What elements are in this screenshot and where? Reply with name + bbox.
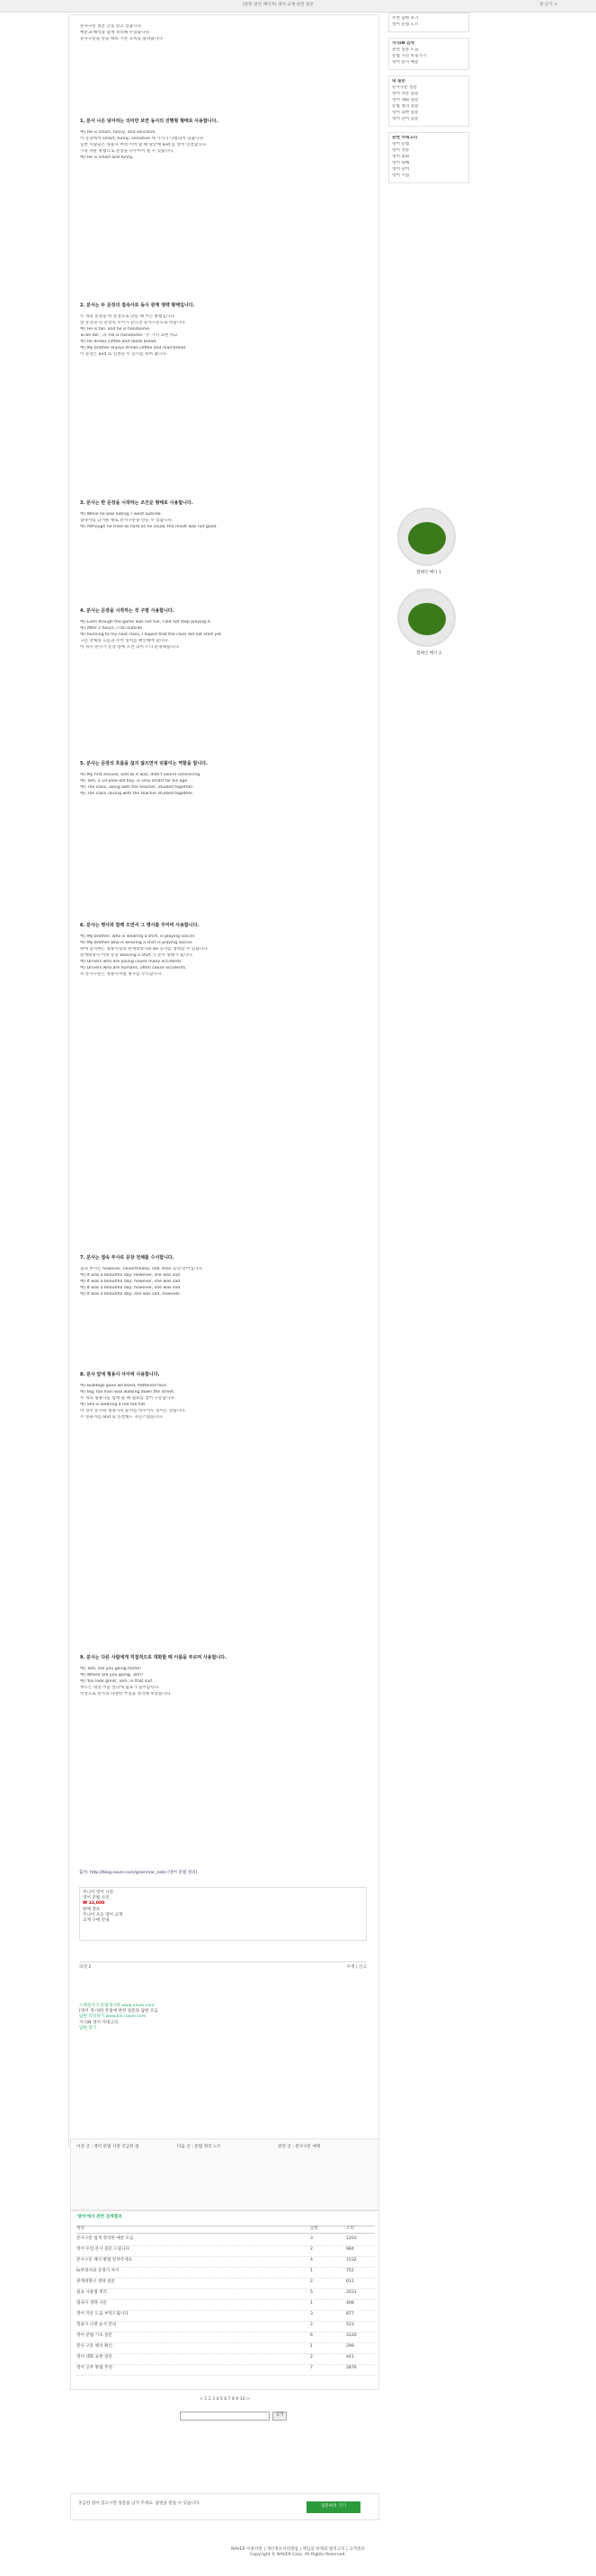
top-bar (0, 0, 596, 13)
row-title[interactable]: 쉼표 사용법 정리 (76, 2290, 107, 2295)
sidebar-box-title: 지식iN 검색 (392, 41, 414, 46)
row-views: 611 (346, 2279, 354, 2284)
banner-caption: 캠페인 배너 2 (415, 651, 442, 656)
ask-line-2: [영어 게시판] 문법에 관한 질문과 답변 모음 (79, 2009, 158, 2014)
campaign-badge-icon (397, 508, 456, 566)
row-title[interactable]: 분사 구문 해석 확인 (76, 2344, 112, 2349)
question-5-body (80, 773, 368, 798)
table-row[interactable] (76, 2344, 375, 2354)
row-views: 1203 (346, 2236, 357, 2241)
question-1-body (80, 130, 368, 162)
text-line: 즉 분사구문은 형용사처럼 명사를 수식합니다. (80, 972, 163, 977)
ad-item[interactable]: 관련 글 : 분사구문 예제 (278, 2145, 321, 2149)
ad-item[interactable]: 이전 글 : 영어 문법 사전 궁금한 점 (76, 2145, 139, 2149)
text-line: 예) Where are you going, Tom? (80, 1673, 144, 1677)
text-line: 두 형용사를 and 로 연결해도 자연스럽습니다. (80, 1415, 164, 1420)
campaign-badge-icon (397, 589, 456, 647)
text-line: 예) It was a beautiful day. However, she was sad. (80, 1273, 182, 1278)
sidebar-item[interactable]: 영어 시험 (392, 173, 410, 178)
text-line: 예) Drivers who are humans, often cause accidents. (80, 966, 187, 970)
sidebar-item[interactable]: 영어 표현 질문 (392, 111, 419, 115)
text-line: 예) While he was eating, I went outside. (80, 512, 163, 517)
question-4-heading: 4. 분사는 문장을 시작하는 것 구별 사용합니다. (80, 608, 174, 614)
table-row[interactable] (76, 2366, 375, 2376)
intro (80, 24, 368, 43)
text-line: 예) Tom, are you going home? (80, 1667, 142, 1671)
campaign-banner[interactable] (388, 508, 469, 669)
row-title[interactable]: 영어 수업 분사 질문 드립니다 (76, 2247, 130, 2252)
table-row[interactable] (76, 2247, 375, 2257)
row-answers: 2 (310, 2355, 313, 2359)
row-answers: 2 (310, 2323, 313, 2327)
text-line: 이 문장에서 smart, funny, sensitive 세 가지가 나열되어 있습니다. (80, 137, 205, 141)
text-line: 앞 문장과 뒤 문장의 주어가 같으면 분사구문으로 바꿉니다. (80, 321, 187, 325)
table-row[interactable] (76, 2279, 375, 2289)
text-line: 예) After 2 hours, I ran outside. (80, 626, 144, 631)
sidebar-item[interactable]: 분사구문 질문 (392, 85, 418, 90)
text-line: 예) He is smart and funny. (80, 155, 134, 160)
question-7-body (80, 1267, 368, 1298)
row-views: 2031 (346, 2290, 357, 2295)
row-title[interactable]: 접속사 생략 구문 (76, 2301, 107, 2306)
row-title[interactable]: 관계대명사 생략 질문 (76, 2279, 115, 2284)
ask-section (79, 2004, 367, 2032)
ask-line-3[interactable]: 답변 작성하기 www.kin.naver.com (79, 2014, 147, 2020)
row-answers: 1 (310, 2269, 313, 2273)
table-row[interactable] (76, 2290, 375, 2300)
row-answers: 2 (310, 2279, 313, 2284)
text-line: 예) It was a beautiful day; however, she was sad. (80, 1279, 182, 1284)
cta-text: 궁금한 점이 있으시면 질문을 남겨 주세요. 답변을 받을 수 있습니다. (78, 2501, 200, 2506)
post-footer (79, 1961, 367, 1972)
text-line: 예) He is smart, funny, and sensitive. (80, 130, 156, 135)
text-line: 예) My brother who is wearing a shirt is playing soccer. (80, 941, 193, 945)
table-row[interactable] (76, 2355, 375, 2365)
row-answers: 4 (310, 2258, 313, 2262)
sidebar-item[interactable]: 영어 회화 (392, 155, 410, 159)
table-row[interactable] (76, 2333, 375, 2343)
question-5-heading: 5. 분사는 문장의 흐름을 끊지 않으면서 덧붙이는 역할을 합니다. (80, 761, 208, 766)
sidebar-box-title: 관련 카테고리 (392, 136, 418, 140)
intro-line: 예문과 해석을 함께 정리해 두었습니다. (80, 31, 151, 35)
list-title: '영어'에서 관련 검색결과 (76, 2215, 122, 2219)
row-title[interactable]: 영어 대화 표현 질문 (76, 2355, 112, 2359)
table-row[interactable] (76, 2269, 375, 2279)
row-answers: 5 (310, 2290, 313, 2295)
post-content (68, 14, 379, 2148)
comment-count[interactable]: 의견 2 (79, 1965, 92, 1970)
row-answers: 3 (310, 2236, 313, 2241)
row-title[interactable]: to부정사와 동명사 차이 (76, 2269, 120, 2273)
text-line: 두 개의 문장을 한 문장으로 만들 때 쓰는 방법입니다. (80, 314, 176, 319)
row-answers: 7 (310, 2366, 313, 2370)
question-7-heading: 7. 분사는 접속 부사로 문장 전체를 수식합니다. (80, 1255, 174, 1261)
row-views: 2876 (346, 2366, 357, 2370)
search-input[interactable] (180, 2412, 270, 2421)
row-title[interactable]: 영어 문법 기초 질문 (76, 2333, 112, 2338)
text-line: 예) You look great, Tom, in that suit. (80, 1679, 154, 1684)
pagination[interactable]: < 1 2 3 4 5 6 7 8 9 10 > (200, 2397, 250, 2402)
question-2-heading: 2. 분사는 두 문장의 접속사로 동사 관계 생략 형태입니다. (80, 303, 195, 308)
dict-label: 주니어 영어 사전 (83, 1890, 113, 1895)
text-line: 두 개의 형용사를 함께 쓸 때 쉼표를 넣어 구분합니다. (80, 1396, 176, 1401)
question-8-body (80, 1384, 368, 1421)
sidebar-item[interactable]: 영어 독해 (392, 161, 410, 165)
text-line: 접속 부사는 however, nevertheless, still, then 등의 단어입니다. (80, 1267, 204, 1271)
header-views: 조회 (346, 2226, 354, 2231)
text-line: 구문 전체의 흐름과 주어 일치를 확인해야 합니다. (80, 639, 169, 643)
row-views: 408 (346, 2301, 354, 2306)
text-line: 예) My brother enjoys drinks coffee and read bread. (80, 346, 187, 350)
text-line: 예) Tom, a 10-year-old boy, is very smart for his age. (80, 779, 189, 783)
post-actions[interactable]: 수정 | 신고 (346, 1965, 367, 1970)
text-line: 이 경우 분사가 문장 앞에 오면 의미가 더 분명해집니다. (80, 645, 180, 650)
sidebar-item[interactable]: 문법 정리 질문 (392, 104, 419, 109)
row-views: 1532 (346, 2258, 357, 2262)
ask-question-button[interactable]: 질문하러 가기 (307, 2501, 360, 2513)
row-views: 299 (346, 2344, 354, 2349)
text-line: 예) The class, along with the teacher, studied together. (80, 785, 194, 790)
text-line: 관계대명사 이하 문장 wearing a shirt 가 분사 형태가 됩니다. (80, 953, 193, 958)
row-title[interactable]: 영어 작문 도움 부탁드립니다 (76, 2312, 129, 2316)
ask-line-5[interactable]: 답변 달기 (79, 2025, 97, 2031)
row-answers: 6 (310, 2333, 313, 2338)
question-9-heading: 9. 분사는 다른 사람에게 직접적으로 대화할 때 이름을 부르며 사용합니다. (80, 1655, 227, 1660)
sidebar (388, 13, 469, 189)
table-row[interactable] (76, 2301, 375, 2311)
row-title[interactable]: 분사구문 쉽게 정리한 예문 모음 (76, 2236, 134, 2241)
search-button[interactable]: 검색 (272, 2412, 287, 2421)
sidebar-item[interactable]: 관련 질문 모음 (392, 48, 419, 52)
ad-item[interactable]: 다음 글 : 문법 정리 노트 (177, 2145, 221, 2149)
text-line: 예) She is wearing a red tall hat. (80, 1403, 147, 1407)
row-answers: 1 (310, 2344, 313, 2349)
table-row[interactable] (76, 2323, 375, 2333)
sidebar-box (388, 132, 469, 183)
question-9-body (80, 1667, 368, 1698)
text-line: 예) Bulldogs gave wrinkled, flattened face. (80, 1384, 168, 1388)
related-ads (70, 2138, 379, 2210)
question-6-body (80, 934, 368, 978)
intro-line: 분사구문 질문 글을 읽고 있습니다. (80, 24, 143, 29)
sidebar-item[interactable]: 영어 작문 질문 (392, 92, 419, 96)
text-line: 예) My brother, who is wearing a shirt, is playing soccer. (80, 934, 196, 939)
question-2-body (80, 314, 368, 359)
row-views: 523 (346, 2323, 354, 2327)
text-line: 예) Big, tall man was walking down the street. (80, 1390, 175, 1394)
dict-price: ₩ 12,000 (83, 1901, 105, 1907)
text-line: 접속사를 남겨둔 채로 분사구문을 만들 수 있습니다. (80, 518, 173, 523)
sidebar-box (388, 75, 469, 127)
header-answers: 답변 (310, 2226, 318, 2231)
text-line: 예) The class raising with the teacher studied together. (80, 792, 194, 796)
sidebar-item[interactable]: 영어 작문 (392, 148, 410, 153)
dict-note: 교재 구매 안내 (83, 1917, 110, 1923)
question-3-heading: 3. 분사는 한 문장을 시작하는 조건문 형태로 사용합니다. (80, 500, 193, 506)
window-title: (앞쪽 잘린 페이지) 영어 교재 관련 질문 (243, 3, 314, 7)
text-line: 이상으로 분사의 다양한 쓰임을 정리해 보았습니다. (80, 1692, 172, 1696)
sidebar-item[interactable]: 영어 분사 예문 (392, 60, 419, 65)
dict-book[interactable]: 주니어 초등 영어 교재 (83, 1912, 123, 1917)
sidebar-item[interactable]: 영어 문법 (392, 142, 410, 146)
text-line: 예) He drinks coffee and reads bread. (80, 340, 157, 344)
sidebar-item[interactable]: 문법 사전 바로가기 (392, 54, 427, 58)
footer-links[interactable]: NAVER 이용약관 | 개인정보처리방침 | 책임의 한계와 법적고지 | 고객센터 (231, 2547, 365, 2552)
related-question-list (70, 2210, 379, 2390)
ask-line-4: 지식iN 영어 카테고리 (79, 2020, 119, 2025)
sidebar-item[interactable]: 영어 단어 (392, 167, 410, 172)
sidebar-box (388, 38, 469, 70)
text-line: 예) Drivers who are young cause many accidents. (80, 960, 182, 964)
text-line: 위에 일치하는 형용사절의 관계대명사와 be 동사를 생략할 수 있습니다. (80, 947, 209, 952)
text-line: 예) It was a beautiful day; she was sad, however. (80, 1292, 182, 1297)
question-8-heading: 8. 분사 앞에 형용사 사이에 사용합니다. (80, 1372, 160, 1377)
sidebar-item[interactable]: 영어 문법 노트 (392, 22, 419, 27)
banner-caption: 캠페인 배너 1 (415, 571, 442, 575)
question-3-body (80, 512, 368, 531)
row-views: 3120 (346, 2333, 357, 2338)
text-line: 예) Even though the game was not fun, I did not stop playing it. (80, 620, 212, 624)
text-line: 예) It was a beautiful day, however, she was sad. (80, 1286, 182, 1290)
sidebar-box (388, 13, 469, 32)
row-views: 441 (346, 2355, 354, 2359)
copyright: Copyright © NAVER Corp. All Rights Reserved. (250, 2553, 346, 2558)
row-answers: 2 (310, 2247, 313, 2252)
sidebar-item[interactable]: 영어 대화 질문 (392, 98, 419, 102)
question-1-heading: 1. 분사 나온 덩어리는 의미만 보면 동사의 진행형 형태로 사용합니다. (80, 119, 218, 124)
row-title[interactable]: 형용사 나열 순서 문의 (76, 2323, 117, 2327)
text-line: To be tall , 과 'He is handsome.' 두 가지 표현 비교 (80, 333, 178, 338)
text-line: 예) Although he tried as hard as he could, the result was not good. (80, 525, 218, 529)
row-title[interactable]: 분사구문 해석 방법 알려주세요 (76, 2258, 133, 2262)
row-views: 752 (346, 2269, 354, 2273)
question-cta-box (70, 2493, 379, 2520)
row-views: 877 (346, 2312, 354, 2316)
header-title: 제목 (76, 2226, 85, 2231)
sidebar-item[interactable]: 영어 단어 질문 (392, 117, 419, 121)
sidebar-item[interactable]: 추천 답변 보기 (392, 16, 419, 21)
page-footer (0, 2547, 596, 2558)
dictionary-card (79, 1887, 367, 1941)
close-button[interactable]: 창 닫기 × (539, 3, 558, 7)
text-line: 예) He is tall, and he is handsome. (80, 327, 151, 332)
text-line: 부르는 대상 이름 앞뒤에 쉼표가 들어갑니다. (80, 1686, 160, 1690)
text-line: 가장 쉬운 방법으로 문장을 나누어서 볼 수 있습니다. (80, 149, 174, 154)
text-line: 예) Running to my next class, I hoped that the class did not start yet. (80, 633, 223, 637)
row-answers: 1 (310, 2301, 313, 2306)
dict-meta: 판매 정보 (83, 1907, 101, 1912)
text-line: 이 경우 분사와 형용사의 순서를 바꾸어도 의미는 같습니다. (80, 1409, 187, 1413)
list-header (76, 2226, 375, 2234)
question-6-heading: 6. 분사는 명사와 함께 오면서 그 명사를 꾸미며 사용합니다. (80, 923, 200, 928)
reference-link[interactable]: 출처: http://blog.naver.com/grammar_note (영어 문법 정리) (79, 1871, 198, 1875)
table-row[interactable] (76, 2312, 375, 2322)
ask-line-1[interactable]: 스페셜지식 문법게시판 www.naver.com (79, 2004, 155, 2008)
row-views: 984 (346, 2247, 354, 2252)
table-row[interactable] (76, 2236, 375, 2246)
question-4-body (80, 620, 368, 651)
table-row[interactable] (76, 2258, 375, 2268)
sidebar-box-title: 내 질문 (392, 79, 405, 84)
row-title[interactable]: 영어 공부 방법 추천 (76, 2366, 112, 2370)
row-answers: 3 (310, 2312, 313, 2316)
dict-name[interactable]: 영어 문법 사전 (83, 1896, 110, 1901)
text-line: 일반 사람들은 형용사 여럿 이어 쓸 때 말끝에 and 를 넣어 연결합니다. (80, 143, 208, 147)
intro-line: 분사구문을 만들 때의 기본 규칙을 살펴봅니다. (80, 37, 165, 41)
text-line: 예) My first excuse, odd as it was, didn't sound convincing. (80, 773, 201, 777)
text-line: 이 문장은 and 로 연결된 두 동사를 보여 줍니다. (80, 352, 168, 357)
